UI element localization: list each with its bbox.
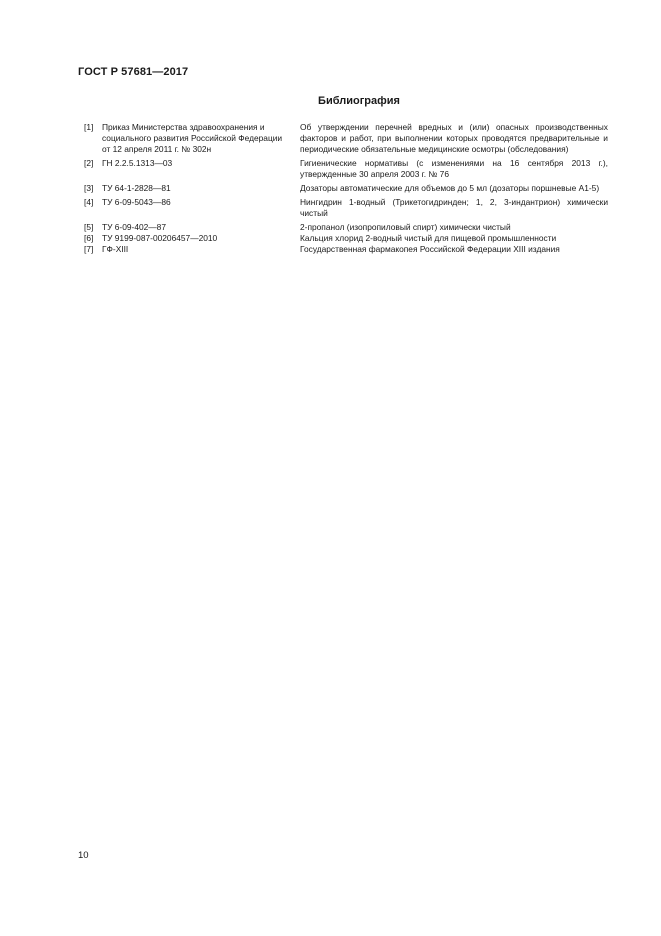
entry-description: Дозаторы автоматические для объемов до 5 мл (дозаторы поршневые А1-5) <box>300 183 600 193</box>
entry-description: Государственная фармакопея Российской Федерации XIII издания <box>300 244 560 254</box>
entry-source-text: Приказ Министерства здравоохранения и социального развития Российской Федерации от 12 апреля 2011 г. № 302н <box>102 122 283 154</box>
entry-description: Нингидрин 1-водный (Трикетогидринден; 1, 2, 3-индантрион) химически чистый <box>300 197 608 218</box>
bibliography-entry <box>84 222 608 233</box>
entry-source-text: ТУ 6-09-402—87 <box>102 222 166 232</box>
entry-number: [5] <box>84 222 94 232</box>
entry-number: [6] <box>84 233 94 243</box>
entry-description: 2-пропанол (изопропиловый спирт) химически чистый <box>300 222 511 232</box>
bibliography-entry <box>84 158 608 180</box>
section-title: Библиография <box>318 95 400 107</box>
entry-number: [1] <box>84 122 94 132</box>
entry-source-text: ТУ 9199-087-00206457—2010 <box>102 233 218 243</box>
entry-source <box>100 197 290 219</box>
entry-source-text: ГФ-XIII <box>102 244 129 254</box>
bibliography-entry <box>84 122 608 155</box>
bibliography-entry <box>84 197 608 219</box>
entry-number: [7] <box>84 244 94 254</box>
entry-description: Гигиенические нормативы (с изменениями на 16 сентября 2013 г.), утвержденные 30 апреля 2003 г. № 76 <box>300 158 608 179</box>
bibliography-entry <box>84 183 608 194</box>
bibliography-entry <box>84 233 608 244</box>
entry-number: [2] <box>84 158 94 168</box>
entry-source <box>100 233 290 244</box>
entry-source <box>100 244 290 255</box>
entry-number: [4] <box>84 197 94 207</box>
entry-source <box>100 183 290 194</box>
entry-source-text: ТУ 64-1-2828—81 <box>102 183 171 193</box>
entry-source <box>100 122 290 155</box>
entry-source <box>100 158 290 180</box>
entry-source-text: ТУ 6-09-5043—86 <box>102 197 171 207</box>
entry-source-text: ГН 2.2.5.1313—03 <box>102 158 173 168</box>
page-number: 10 <box>78 850 89 861</box>
bibliography-list <box>84 122 608 255</box>
entry-number: [3] <box>84 183 94 193</box>
entry-description: Об утверждении перечней вредных и (или) опасных производственных факторов и работ, при выполнении которых проводятся предварительные и периодические обязательные медицинские осмотры (обследования) <box>300 122 608 154</box>
entry-description: Кальция хлорид 2-водный чистый для пищевой промышленности <box>300 233 557 243</box>
entry-source <box>100 222 290 233</box>
bibliography-entry <box>84 244 608 255</box>
document-header: ГОСТ Р 57681—2017 <box>78 66 189 78</box>
